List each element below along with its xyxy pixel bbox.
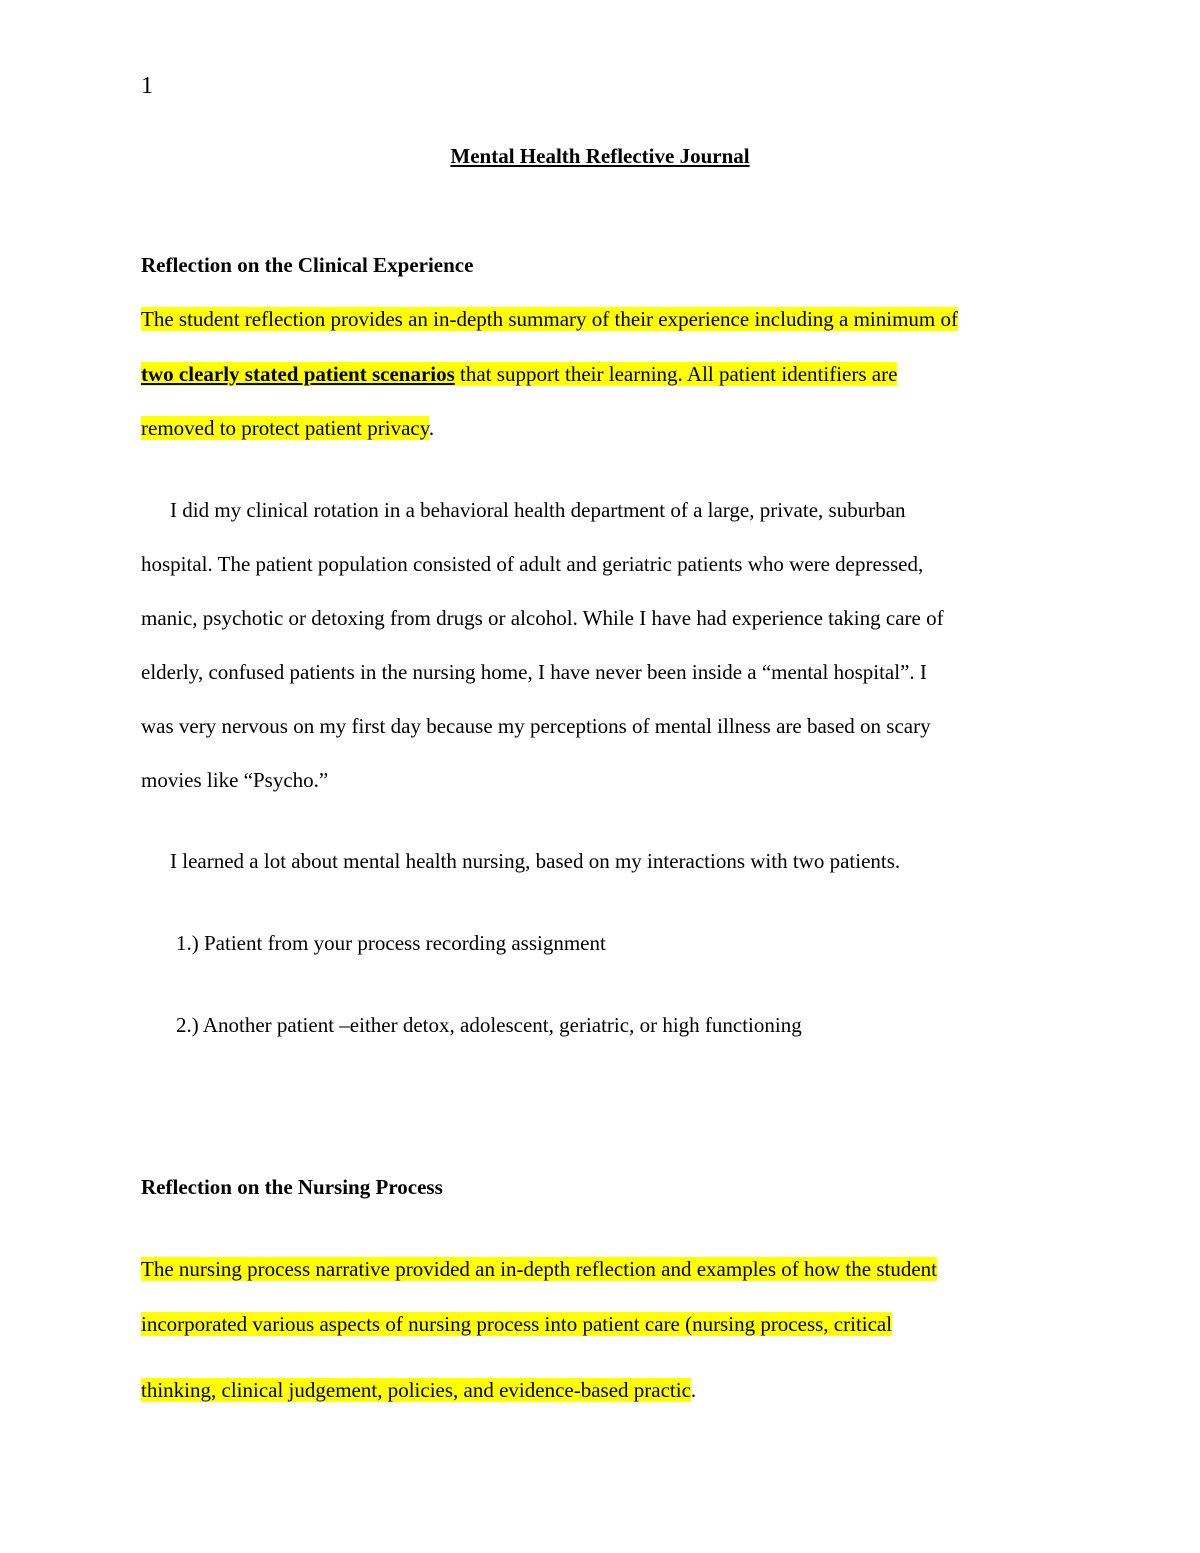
highlighted-text: that support their learning. All patient identifiers are [454,362,898,386]
body-text-line: I did my clinical rotation in a behavioral health department of a large, private, suburban [170,498,906,522]
rubric-prompt-line [141,1255,937,1283]
page-number: 1 [141,73,153,99]
section-heading-clinical-experience: Reflection on the Clinical Experience [141,253,474,277]
body-text-line: I learned a lot about mental health nursing, based on my interactions with two patients. [170,849,901,873]
body-text-line: movies like “Psycho.” [141,768,329,792]
highlighted-text: The student reflection provides an in-depth summary of their experience including a minimum of [141,307,959,331]
highlighted-text: The nursing process narrative provided an in-depth reflection and examples of how the student [141,1257,938,1281]
text-period: . [690,1378,697,1402]
body-text-line: elderly, confused patients in the nursing home, I have never been inside a “mental hospital”. I [141,660,927,684]
document-title: Mental Health Reflective Journal [450,144,750,168]
rubric-prompt-line [141,1376,696,1404]
emphasized-highlighted-text: two clearly stated patient scenarios [141,362,455,386]
section-heading-nursing-process: Reflection on the Nursing Process [141,1175,443,1199]
text-period: . [428,416,435,440]
body-text-line: hospital. The patient population consisted of adult and geriatric patients who were depressed, [141,552,924,576]
body-text-line: was very nervous on my first day because my perceptions of mental illness are based on scary [141,714,931,738]
body-text-line: manic, psychotic or detoxing from drugs or alcohol. While I have had experience taking care of [141,606,944,630]
rubric-prompt-line [141,305,958,333]
rubric-prompt-line [141,414,434,442]
rubric-prompt-line [141,360,897,388]
highlighted-text: incorporated various aspects of nursing process into patient care (nursing process, critical [141,1312,893,1336]
list-item: 2.) Another patient –either detox, adolescent, geriatric, or high functioning [176,1013,802,1037]
highlighted-text: thinking, clinical judgement, policies, and evidence-based practic [141,1378,691,1402]
rubric-prompt-line [141,1310,892,1338]
highlighted-text: removed to protect patient privacy [141,416,429,440]
list-item: 1.) Patient from your process recording assignment [176,931,606,955]
